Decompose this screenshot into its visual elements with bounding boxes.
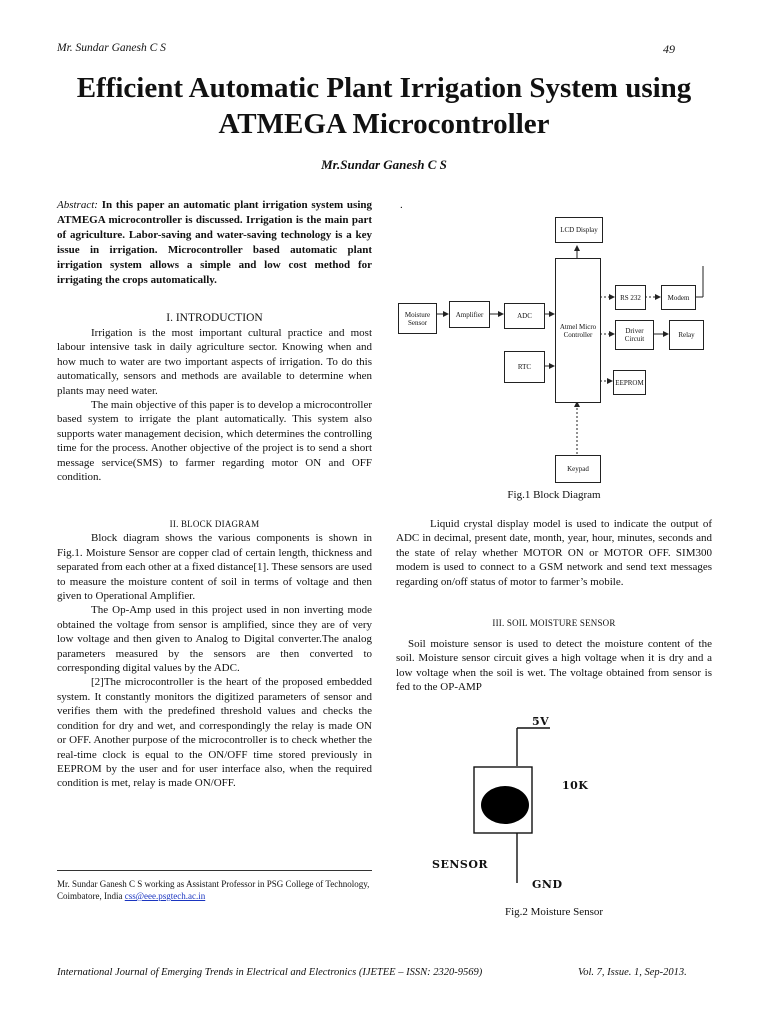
section-1-heading: I. INTRODUCTION (166, 312, 263, 324)
label-sensor: SENSOR (432, 858, 489, 871)
author-email-link[interactable]: css@eee.psgtech.ac.in (124, 891, 206, 901)
paragraph: Block diagram shows the various components is shown in Fig.1. Moisture Sensor are copper clad of certain length, thickness and separated from each other at a fixed distance[1]. These sensors are used to measure the moisture content of soil in terms of voltage and then given to Operational Amplifier. (57, 532, 372, 603)
paragraph: [2]The microcontroller is the heart of the proposed embedded system. It constantly monitors the digitized parameters of sensor and verifies them with the predefined threshold values and checks the condition for dry and wet, and correspondingly the relay is made ON or OFF. Another purpose of the microcontroller is to check whether the real-time clock is equal to the ON/OFF time stored previously in EEPROM by the user and for user interface also, when the required condition is met, relay is made ON/OFF. (57, 676, 372, 790)
paragraph: Liquid crystal display model is used to indicate the output of ADC in decimal, present date, month, year, hour, minutes, seconds and the state of relay whether MOTOR ON or MOTOR OFF. SIM300 modem is used to connect to a GSM network and send text messages regarding on/off status of motor to farmer’s mobile. (396, 518, 712, 588)
modem-block: Modem (661, 285, 696, 310)
journal-footer: International Journal of Emerging Trends in Electrical and Electronics (IJETEE – ISSN: 2320-9569) (57, 967, 483, 978)
eeprom-block: EEPROM (613, 370, 646, 395)
paragraph: Irrigation is the most important cultural practice and most labour intensive task in daily agriculture sector. Knowing when and how much to water are two important aspects of irrigation. To do this automatically, sensors and methods are available to determine when plants may need water. (57, 327, 372, 397)
running-header-author: Mr. Sundar Ganesh C S (57, 42, 166, 54)
paper-title: Efficient Automatic Plant Irrigation System using ATMEGA Microcontroller (76, 72, 692, 140)
sensor-element (481, 786, 529, 824)
amplifier-block: Amplifier (449, 301, 490, 328)
abstract-label: Abstract: (57, 199, 98, 211)
paragraph: The main objective of this paper is to develop a microcontroller based system to irrigate the plant automatically. This system also supports water management decision, which determines the controlling time for the process. Another objective of the project is to send a short message service(SMS) to farmer regarding motor ON and OFF condition. (57, 399, 372, 484)
rs232-block: RS 232 (615, 285, 646, 310)
adc-block: ADC (504, 303, 545, 329)
relay-block: Relay (669, 320, 704, 350)
author-line: Mr.Sundar Ganesh C S (321, 157, 447, 172)
keypad-block: Keypad (555, 455, 601, 483)
rtc-block: RTC (504, 351, 545, 383)
moisture-sensor-block: Moisture Sensor (398, 303, 437, 334)
driver-circuit-block: Driver Circuit (615, 320, 654, 350)
stray-dot: . (400, 199, 403, 211)
paragraph: Soil moisture sensor is used to detect the moisture content of the soil. Moisture sensor circuit gives a high voltage when it is dry and a low voltage when the soil is wet. The voltage obtained from sensor is fed to the OP-AMP (396, 638, 712, 694)
abstract-text: In this paper an automatic plant irrigation system using ATMEGA microcontroller is discussed. Irrigation is the main part of agriculture. Labor-saving and water-saving technology is a key issue in irrigation. Microcontroller based automatic plant irrigation system allows a simple and low cost method for irrigating the crops automatically. (57, 199, 373, 286)
figure-1-caption: Fig.1 Block Diagram (507, 489, 601, 501)
section-3-heading: III. SOIL MOISTURE SENSOR (492, 618, 616, 628)
issue-footer: Vol. 7, Issue. 1, Sep-2013. (578, 967, 687, 978)
footnote-text: Mr. Sundar Ganesh C S working as Assistant Professor in PSG College of Technology, Coimbatore, India (57, 879, 370, 901)
section-2-heading: II. BLOCK DIAGRAM (169, 519, 260, 529)
lcd-display-block: LCD Display (555, 217, 603, 243)
label-gnd: GND (532, 878, 563, 891)
page-number: 49 (663, 42, 675, 56)
paragraph: The Op-Amp used in this project used in non inverting mode obtained the voltage from sensor is amplified, since they are of very low voltage and then given to Analog to Digital converter.The analog parameters measured by the sensors are then converted to corresponding digital values by the ADC. (57, 604, 372, 675)
figure-2-caption: Fig.2 Moisture Sensor (504, 906, 604, 918)
mcu-block: Atmel Micro Controller (555, 258, 601, 403)
label-5v: 5V (532, 715, 550, 728)
label-10k: 10K (562, 779, 589, 792)
